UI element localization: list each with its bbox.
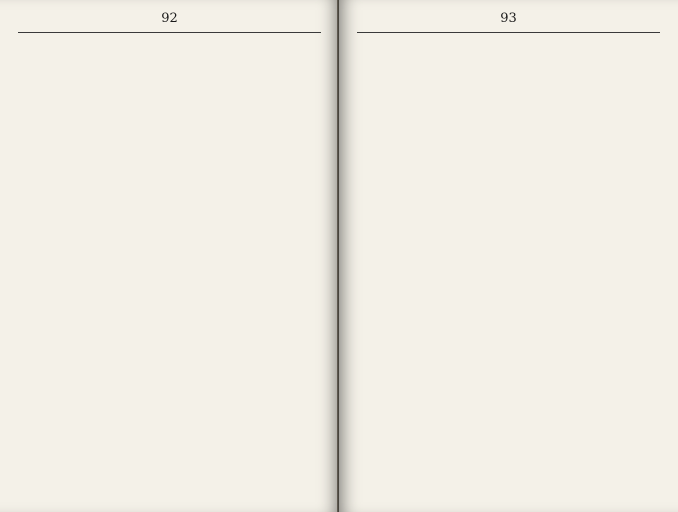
header-rule (18, 32, 321, 33)
text-column (357, 39, 660, 512)
page-number: 93 (500, 11, 517, 26)
header-rule (357, 32, 660, 33)
right-page (339, 0, 678, 512)
text-column (18, 39, 321, 512)
page-number: 92 (161, 11, 178, 26)
